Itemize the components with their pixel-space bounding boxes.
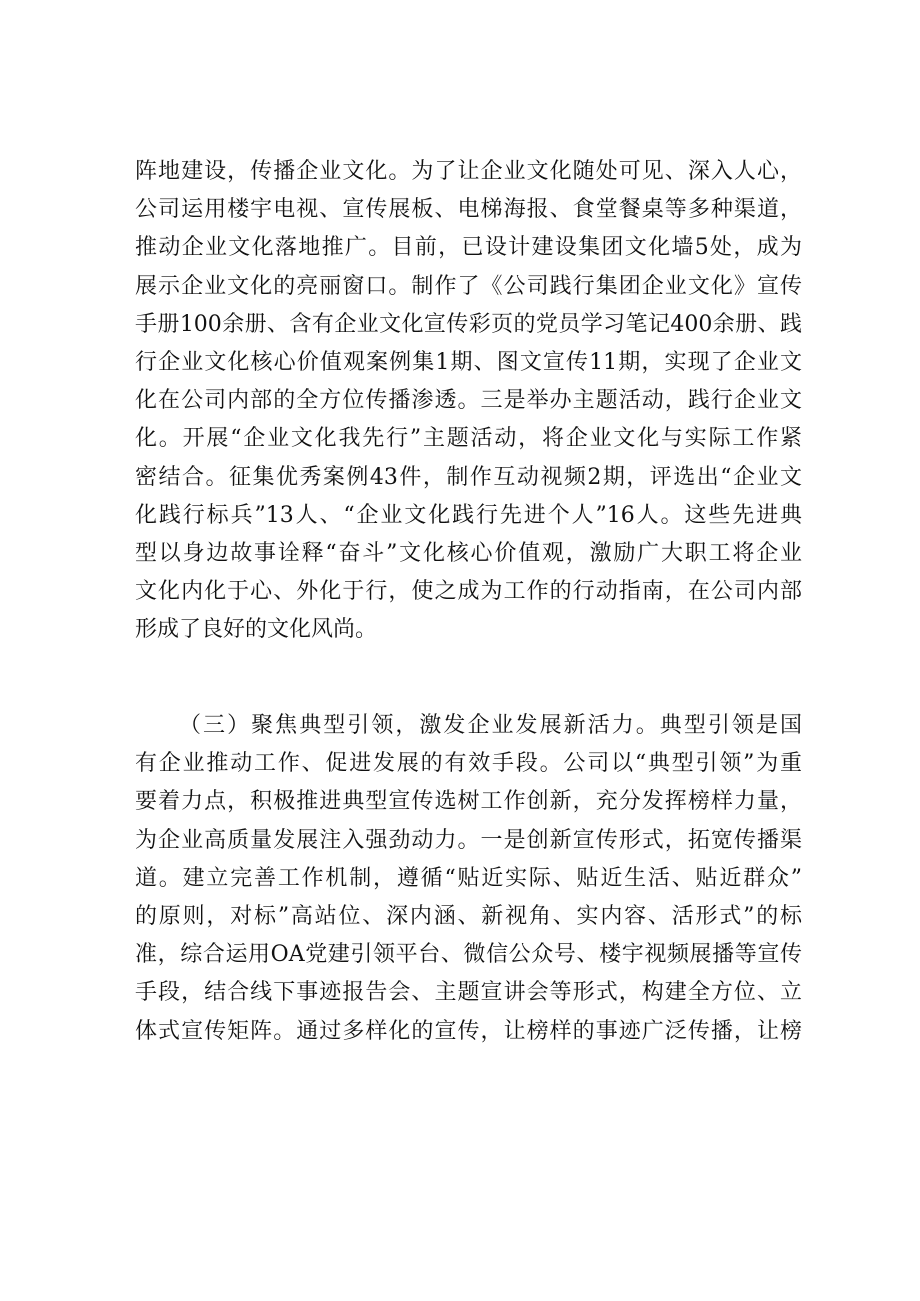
text-line: 手册100余册、含有企业文化宣传彩页的党员学习笔记400余册、践 bbox=[135, 311, 802, 337]
text-line: 准，综合运用OA党建引领平台、微信公众号、楼宇视频展播等宣传 bbox=[135, 942, 802, 968]
text-line: 为企业高质量发展注入强劲动力。一是创新宣传形式，拓宽传播渠 bbox=[135, 827, 802, 853]
paragraph-typical-leadership bbox=[135, 707, 802, 1051]
text-line: （三）聚焦典型引领，激发企业发展新活力。典型引领是国 bbox=[179, 713, 802, 738]
text-line: 形成了良好的文化风尚。 bbox=[135, 617, 378, 643]
text-line: 化在公司内部的全方位传播渗透。三是举办主题活动，践行企业文 bbox=[135, 388, 802, 414]
text-line: 化。开展“企业文化我先行”主题活动，将企业文化与实际工作紧 bbox=[135, 426, 802, 452]
text-line: 行企业文化核心价值观案例集1期、图文宣传11期，实现了企业文 bbox=[135, 349, 802, 375]
text-line: 的原则，对标”高站位、深内涵、新视角、实内容、活形式”的标 bbox=[135, 903, 802, 929]
text-line: 有企业推动工作、促进发展的有效手段。公司以“典型引领”为重 bbox=[135, 751, 802, 777]
text-line: 要着力点，积极推进典型宣传选树工作创新，充分发挥榜样力量， bbox=[135, 789, 802, 815]
text-line: 体式宣传矩阵。通过多样化的宣传，让榜样的事迹广泛传播，让榜 bbox=[135, 1018, 802, 1044]
text-line: 道。建立完善工作机制，遵循“贴近实际、贴近生活、贴近群众” bbox=[135, 865, 802, 891]
text-line: 公司运用楼宇电视、宣传展板、电梯海报、食堂餐桌等多种渠道， bbox=[135, 197, 802, 223]
paragraph-culture-promotion bbox=[135, 153, 802, 649]
text-line: 手段，结合线下事迹报告会、主题宣讲会等形式，构建全方位、立 bbox=[135, 980, 802, 1006]
text-line: 化践行标兵”13人、“企业文化践行先进个人”16人。这些先进典 bbox=[135, 502, 802, 528]
text-line: 文化内化于心、外化于行，使之成为工作的行动指南，在公司内部 bbox=[135, 579, 802, 605]
text-line: 展示企业文化的亮丽窗口。制作了《公司践行集团企业文化》宣传 bbox=[135, 273, 802, 299]
text-line: 阵地建设，传播企业文化。为了让企业文化随处可见、深入人心， bbox=[135, 159, 802, 184]
text-line: 型以身边故事诠释“奋斗”文化核心价值观，激励广大职工将企业 bbox=[135, 540, 802, 566]
text-line: 密结合。征集优秀案例43件，制作互动视频2期，评选出“企业文 bbox=[135, 464, 802, 490]
text-line: 推动企业文化落地推广。目前，已设计建设集团文化墙5处，成为 bbox=[135, 235, 802, 261]
